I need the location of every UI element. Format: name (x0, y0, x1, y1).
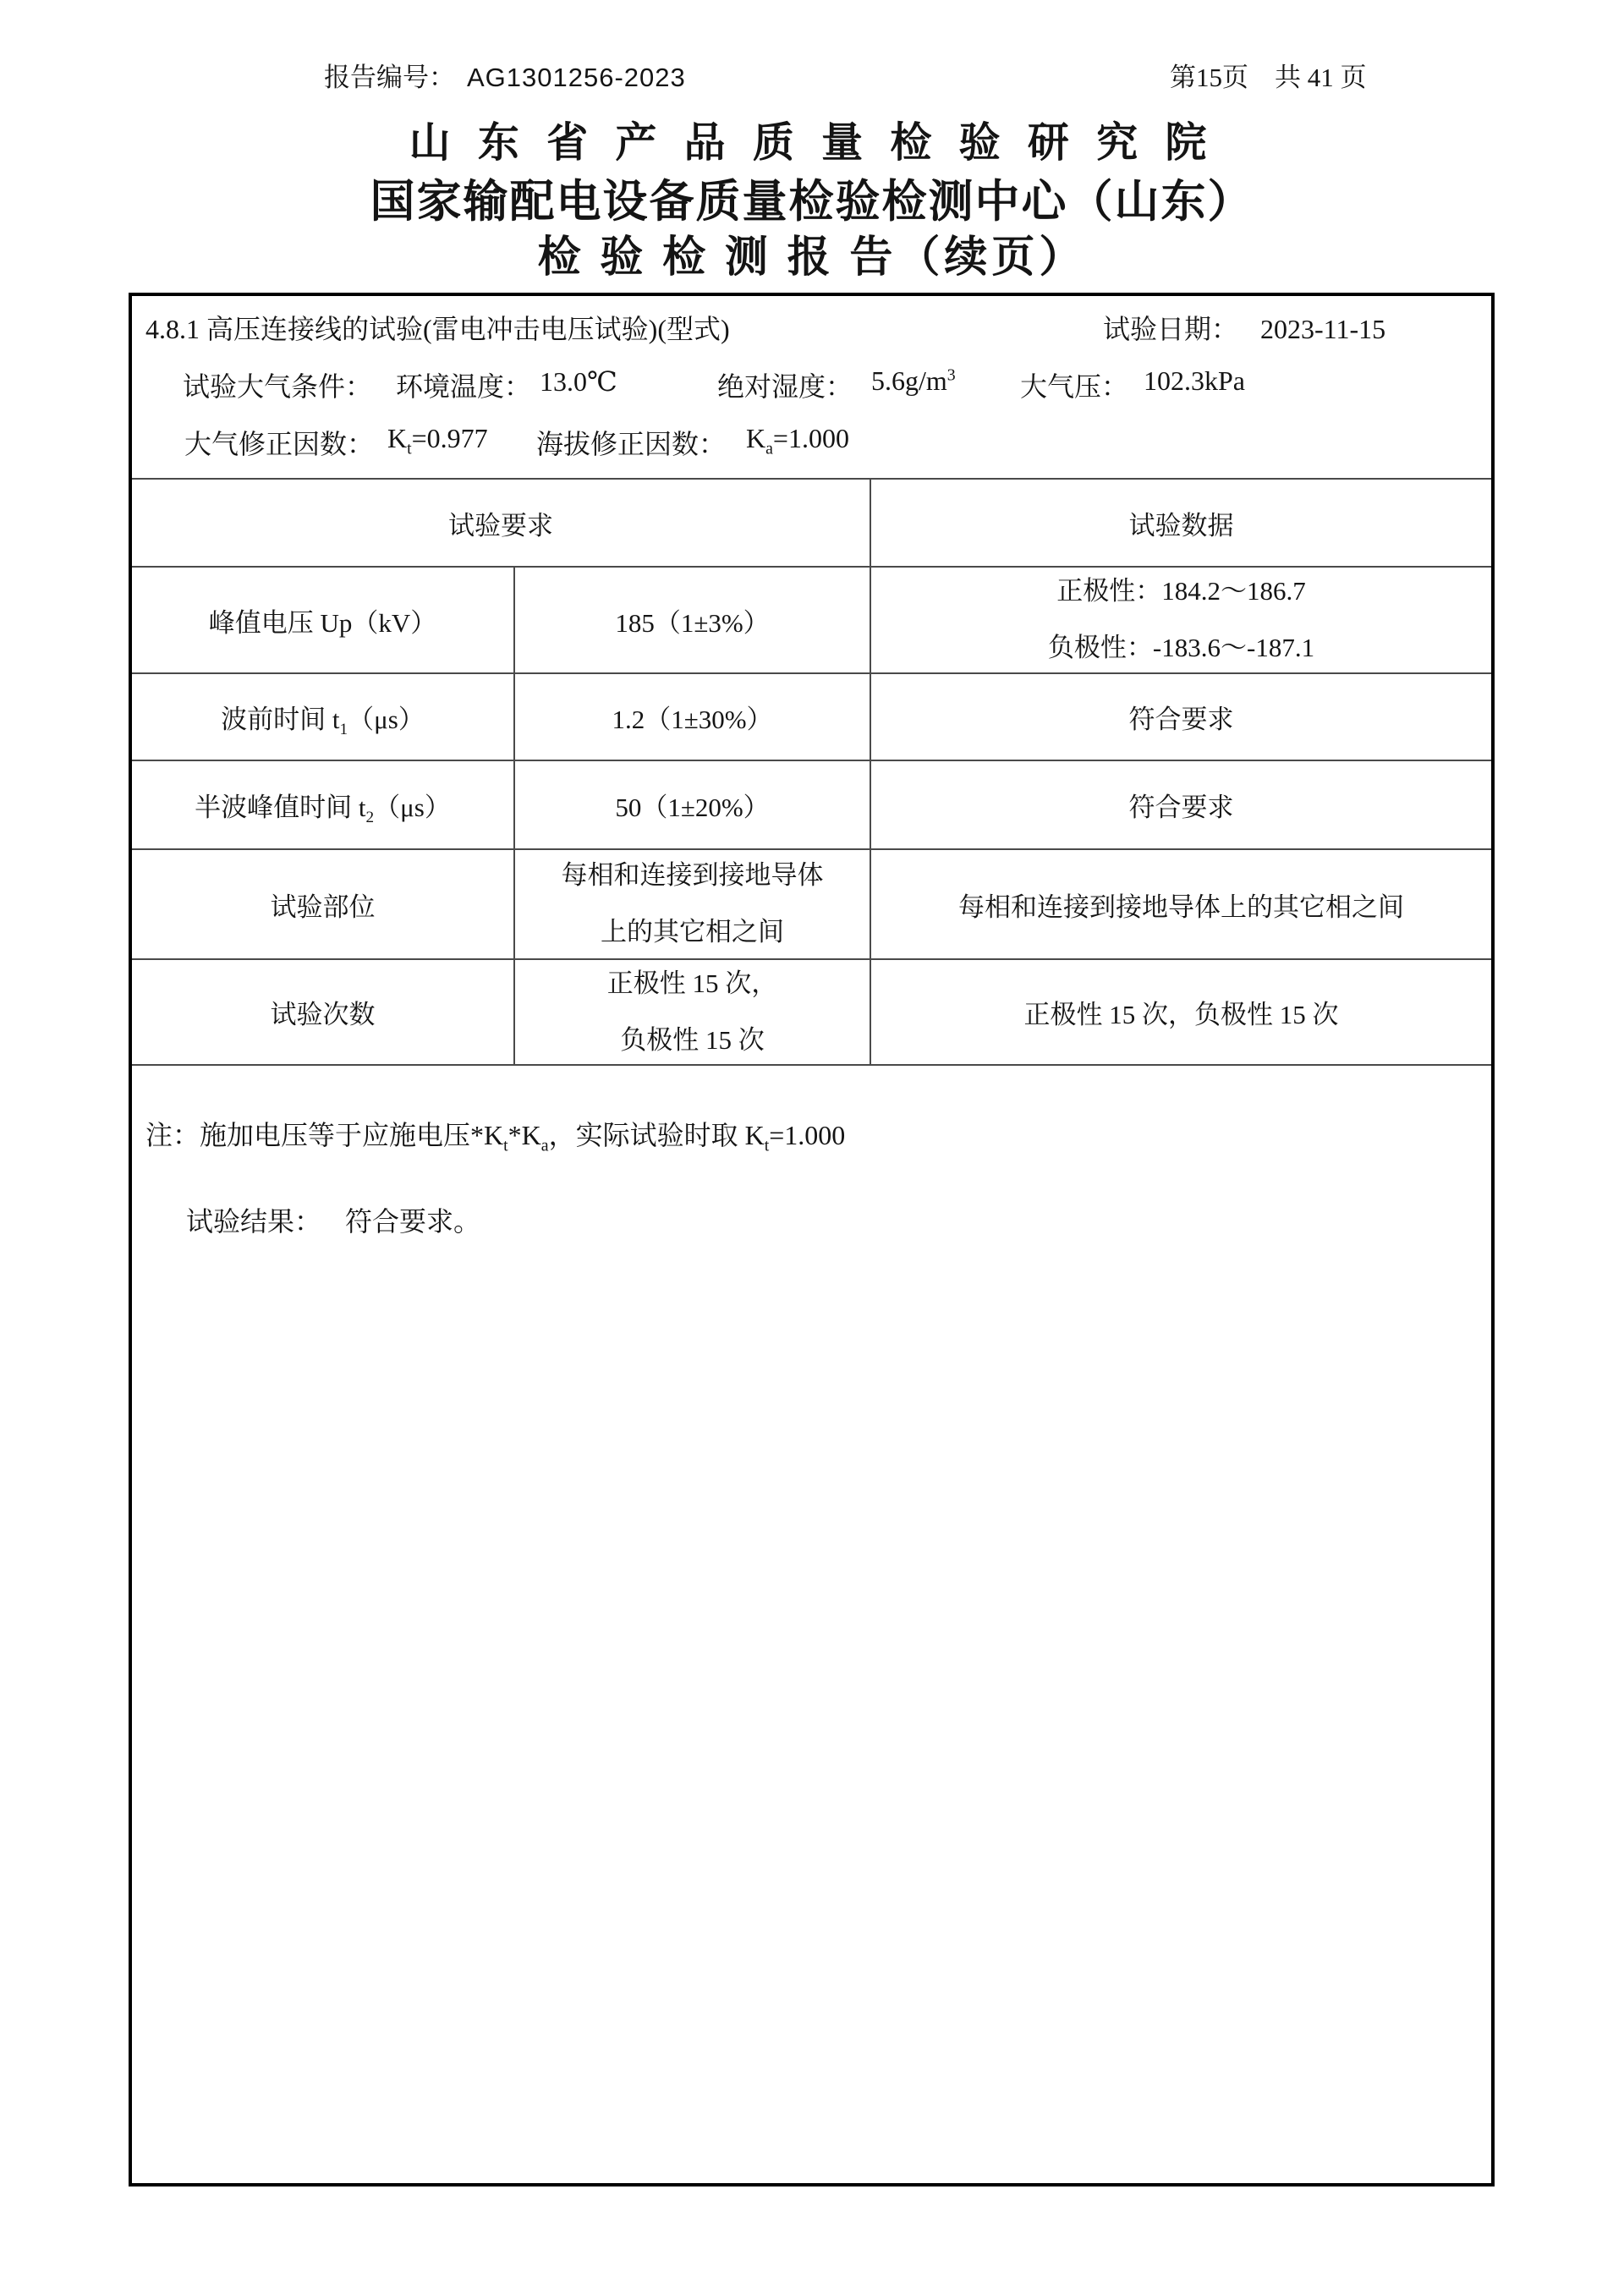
test-date (1103, 308, 1385, 347)
temperature-label: 环境温度： (396, 371, 532, 402)
row-half-peak-time-requirement: 50（1±20%） (515, 761, 871, 850)
section-heading: 4.8.1 高压连接线的试验(雷电冲击电压试验)(型式) (145, 314, 730, 344)
row-half-peak-time-label (132, 761, 515, 850)
note-line (145, 1114, 1491, 1153)
row-peak-voltage-requirement: 185（1±3%） (515, 568, 871, 674)
report-number-value: AG1301256-2023 (467, 63, 686, 92)
results-table (132, 480, 1491, 1066)
altitude-correction-label: 海拔修正因数： (536, 429, 727, 459)
atmos-correction-value (387, 423, 488, 458)
row-front-time-data: 符合要求 (871, 674, 1491, 761)
humidity-value (871, 365, 956, 397)
test-count-requirement-line1: 正极性 15 次， (606, 968, 778, 998)
column-header-requirements: 试验要求 (132, 480, 871, 568)
test-count-requirement-line2: 负极性 15 次 (620, 1024, 765, 1055)
test-date-label: 试验日期： (1103, 314, 1239, 344)
note-sub3: t (764, 1136, 770, 1155)
humidity-label: 绝对湿度： (717, 371, 853, 402)
test-part-requirement-line2: 上的其它相之间 (601, 917, 784, 946)
temperature-value: 13.0℃ (540, 366, 617, 397)
half-peak-time-unit: （μs） (374, 793, 451, 822)
test-date-value: 2023-11-15 (1260, 314, 1386, 344)
note-sub1: t (503, 1136, 508, 1155)
front-time-subscript: 1 (339, 721, 348, 739)
half-peak-time-label-text: 半波峰值时间 t (195, 793, 366, 822)
pressure-label: 大气压： (1020, 371, 1129, 402)
org-title-line1: 山 东 省 产 品 质 量 检 验 研 究 院 (409, 119, 1215, 166)
row-peak-voltage-label: 峰值电压 Up（kV） (132, 568, 515, 674)
report-number-line (324, 56, 686, 94)
humidity-exponent: 3 (946, 365, 956, 385)
footer-text-area (132, 1114, 1491, 1239)
org-title-line2: 国家输配电设备质量检验检测中心（山东） (370, 178, 1254, 227)
row-half-peak-time-data: 符合要求 (871, 761, 1491, 850)
peak-voltage-negative: 负极性：-183.6～-187.1 (1047, 633, 1315, 662)
atmos-correction-label: 大气修正因数： (184, 429, 375, 459)
ka-symbol: K (746, 423, 766, 453)
peak-voltage-positive: 正极性：184.2～186.7 (1056, 576, 1306, 606)
column-header-data: 试验数据 (871, 480, 1491, 568)
test-result-value: 符合要求。 (345, 1206, 481, 1237)
test-meta-section (132, 296, 1491, 480)
row-test-count-label: 试验次数 (132, 960, 515, 1066)
note-part3: ，实际试验时取 K (548, 1120, 765, 1150)
report-title: 检 验 检 测 报 告（续页） (537, 234, 1087, 282)
row-peak-voltage-data (871, 568, 1491, 674)
note-sub2: a (540, 1136, 549, 1155)
pressure-value: 102.3kPa (1144, 365, 1245, 396)
kt-symbol: K (387, 423, 408, 453)
row-test-count-data: 正极性 15 次，负极性 15 次 (871, 960, 1491, 1066)
row-front-time-requirement: 1.2（1±30%） (515, 674, 871, 761)
row-front-time-label (132, 674, 515, 761)
half-peak-time-subscript: 2 (365, 809, 375, 827)
report-table-box (129, 293, 1495, 2186)
ka-subscript: a (765, 439, 773, 458)
test-part-requirement-line1: 每相和连接到接地导体 (561, 860, 824, 891)
row-test-part-label: 试验部位 (132, 850, 515, 960)
ka-number: =1.000 (772, 423, 849, 453)
atmosphere-label: 试验大气条件： (183, 371, 373, 402)
humidity-base: 5.6g/m (871, 365, 947, 396)
note-part1: 注：施加电压等于应施电压*K (145, 1120, 504, 1150)
kt-number: =0.977 (411, 423, 488, 453)
note-part2: *K (508, 1120, 541, 1150)
row-test-part-requirement (515, 850, 871, 960)
front-time-label-text: 波前时间 t (221, 705, 340, 734)
report-number-label: 报告编号： (324, 63, 455, 92)
row-test-count-requirement (515, 960, 871, 1066)
kt-subscript: t (407, 439, 412, 458)
test-result-line (186, 1200, 1491, 1239)
page-number: 第15页 共 41 页 (1170, 63, 1367, 92)
front-time-unit: （μs） (348, 705, 425, 734)
altitude-correction-value (746, 423, 849, 458)
row-test-part-data: 每相和连接到接地导体上的其它相之间 (871, 850, 1491, 960)
test-result-label: 试验结果： (186, 1206, 322, 1237)
note-part4: =1.000 (769, 1120, 846, 1150)
